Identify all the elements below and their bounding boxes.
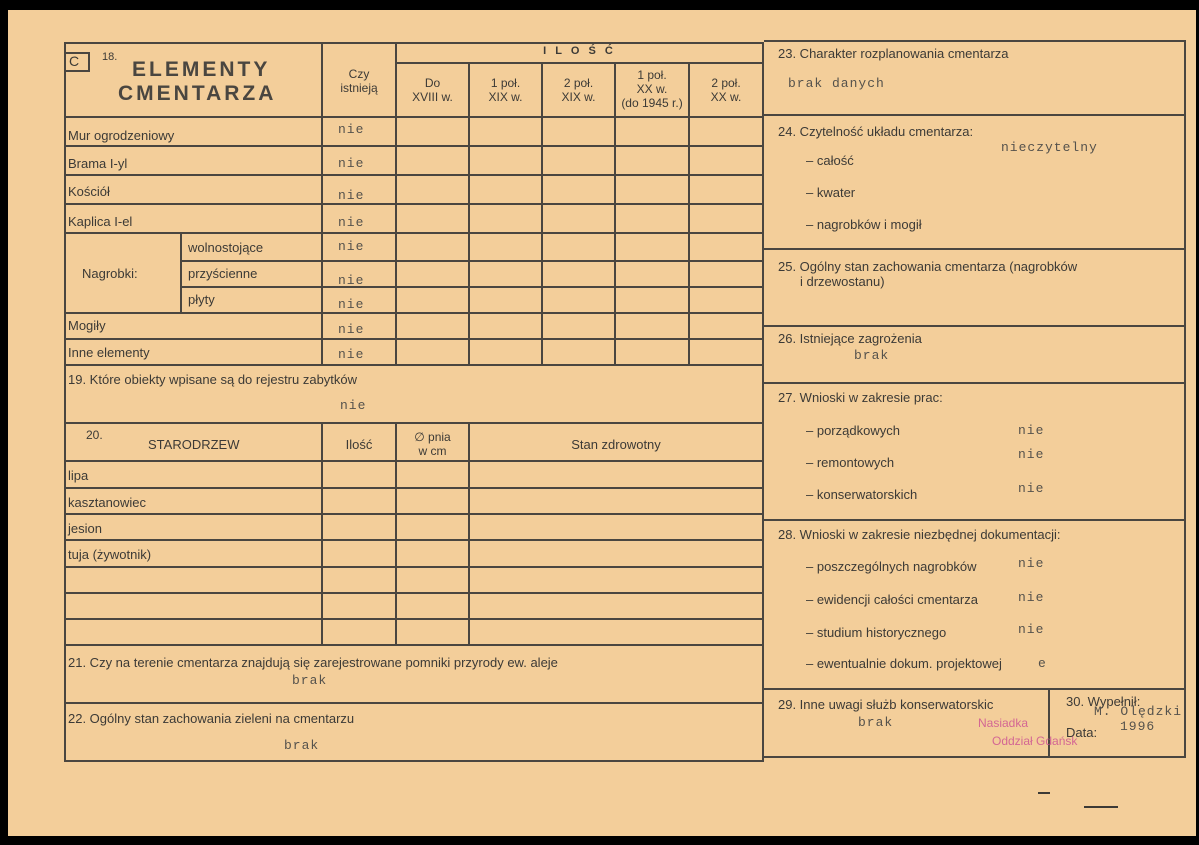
pencil-mark — [1084, 806, 1118, 808]
row-label-mogily: Mogiły — [68, 318, 106, 333]
section-28-value-studium: nie — [1018, 622, 1045, 637]
row-label-kosciol: Kościół — [68, 184, 110, 199]
section-28-item-ewidencji: – ewidencji całości cmentarza — [806, 592, 978, 607]
header-tree-pnia: ∅ pnia w cm — [414, 430, 451, 458]
section-29-label: 29. Inne uwagi służb konserwatorskic — [778, 697, 994, 712]
section-27-item-konserwatorskich: – konserwatorskich — [806, 487, 917, 502]
section-18-title-line2: CMENTARZA — [118, 82, 277, 105]
section-18-title-line1: ELEMENTY — [132, 58, 271, 81]
section-30-date: 1996 — [1120, 719, 1156, 734]
section-28-item-nagrobkow: – poszczególnych nagrobków — [806, 559, 977, 574]
section-26-label: 26. Istniejące zagrożenia — [778, 331, 922, 346]
header-tree-stan: Stan zdrowotny — [571, 437, 661, 452]
section-27-value-remontowych: nie — [1018, 447, 1045, 462]
row-value-kaplica: nie — [338, 215, 365, 230]
header-period-5: 2 poł. XX w. — [710, 76, 742, 104]
header-period-4: 1 poł. XX w. (do 1945 r.) — [621, 68, 683, 110]
section-27-label: 27. Wnioski w zakresie prac: — [778, 390, 943, 405]
pencil-mark — [1038, 792, 1050, 794]
section-26-value: brak — [854, 348, 890, 363]
row-value-kosciol: nie — [338, 188, 365, 203]
section-24-item-kwater: – kwater — [806, 185, 855, 200]
header-czy-istnieja: Czy istnieją — [340, 67, 378, 95]
tree-row-3: jesion — [68, 521, 102, 536]
row-value-plyty: nie — [338, 297, 365, 312]
stamp-line1: Nasiadka — [978, 716, 1029, 730]
row-value-wolnostojace: nie — [338, 239, 365, 254]
section-19-value: nie — [340, 398, 367, 413]
record-card — [8, 10, 1196, 836]
row-label-mur: Mur ogrodzeniowy — [68, 128, 175, 143]
section-30-date-label: Data: — [1066, 725, 1098, 740]
section-20-title: STARODRZEW — [148, 437, 240, 452]
row-value-inne: nie — [338, 347, 365, 362]
section-30-name: M. Olędzki — [1094, 704, 1183, 719]
row-label-inne: Inne elementy — [68, 345, 150, 360]
header-ilosc: I L O Ś Ć — [543, 45, 616, 57]
section-24-value: nieczytelny — [1001, 140, 1098, 155]
section-27-value-porzadkowych: nie — [1018, 423, 1045, 438]
row-value-brama: nie — [338, 156, 365, 171]
section-27-item-remontowych: – remontowych — [806, 455, 894, 470]
section-30-label: 30. Wypełnił: — [1066, 694, 1141, 709]
row-label-plyty: płyty — [188, 292, 215, 307]
section-27-value-konserwatorskich: nie — [1018, 481, 1045, 496]
row-label-wolnostojace: wolnostojące — [188, 240, 264, 255]
section-28-label: 28. Wnioski w zakresie niezbędnej dokumentacji: — [778, 527, 1061, 542]
section-letter: C — [69, 53, 80, 69]
tree-row-1: lipa — [68, 468, 89, 483]
section-28-value-nagrobkow: nie — [1018, 556, 1045, 571]
tree-row-4: tuja (żywotnik) — [68, 547, 152, 562]
section-28-item-studium: – studium historycznego — [806, 625, 946, 640]
section-24-label: 24. Czytelność układu cmentarza: — [778, 124, 974, 139]
section-21-label: 21. Czy na terenie cmentarza znajdują się zarejestrowane pomniki przyrody ew. aleje — [68, 655, 558, 670]
section-29-value: brak — [858, 715, 894, 730]
section-24-item-calosc: – całość — [806, 153, 854, 168]
row-label-nagrobki: Nagrobki: — [82, 266, 138, 281]
section-25-line2: i drzewostanu) — [800, 274, 885, 289]
section-19-label: 19. Które obiekty wpisane są do rejestru zabytków — [68, 372, 358, 387]
stamp-line2: Oddział Gdańsk — [992, 734, 1078, 748]
section-18-number: 18. — [102, 51, 118, 63]
header-tree-ilosc: Ilość — [345, 437, 373, 452]
tree-row-2: kasztanowiec — [68, 495, 147, 510]
section-28-value-ewidencji: nie — [1018, 590, 1045, 605]
row-value-mur: nie — [338, 122, 365, 137]
section-28-item-projektowej: – ewentualnie dokum. projektowej — [806, 656, 1002, 671]
section-27-item-porzadkowych: – porządkowych — [806, 423, 900, 438]
section-21-value: brak — [292, 673, 328, 688]
header-period-2: 1 poł. XIX w. — [488, 76, 523, 104]
section-23-label: 23. Charakter rozplanowania cmentarza — [778, 46, 1009, 61]
row-label-kaplica: Kaplica I-el — [68, 214, 133, 229]
row-value-mogily: nie — [338, 322, 365, 337]
section-20-number: 20. — [86, 428, 103, 442]
header-period-1: Do XVIII w. — [412, 76, 453, 104]
section-22-value: brak — [284, 738, 320, 753]
section-25-line1: 25. Ogólny stan zachowania cmentarza (nagrobków — [778, 259, 1078, 274]
row-value-przyscienne: nie — [338, 273, 365, 288]
header-period-3: 2 poł. XIX w. — [561, 76, 596, 104]
row-label-przyscienne: przyścienne — [188, 266, 258, 281]
section-28-value-projektowej: e — [1038, 656, 1047, 671]
row-label-brama: Brama I-yl — [68, 156, 128, 171]
section-24-item-nagrobkow: – nagrobków i mogił — [806, 217, 922, 232]
section-23-value: brak danych — [788, 76, 885, 91]
section-22-label: 22. Ogólny stan zachowania zieleni na cmentarzu — [68, 711, 355, 726]
